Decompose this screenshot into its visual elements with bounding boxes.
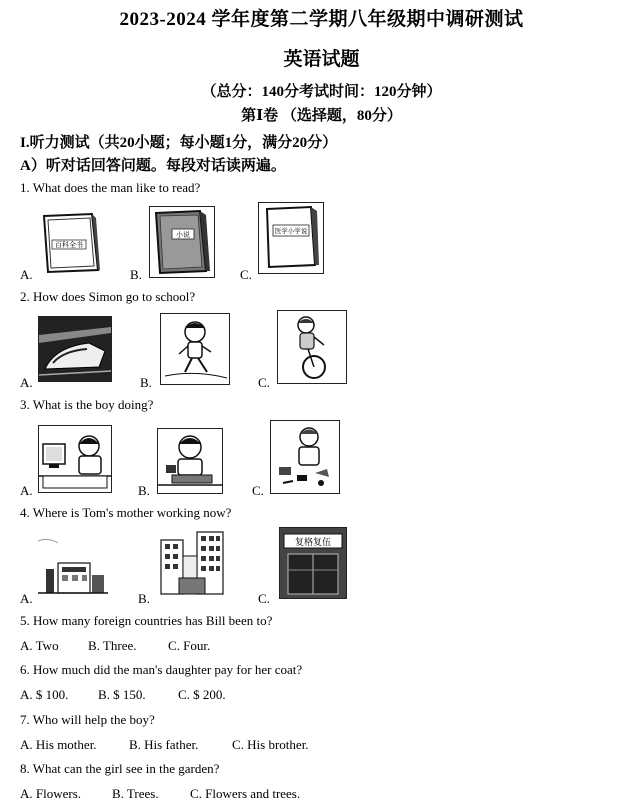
q1-option-a-label: A. [20,267,33,282]
q6-option-c: C. $ 200. [178,687,226,702]
factory-building-icon [38,535,108,597]
question-7: 7. Who will help the boy? [20,712,155,727]
q4-option-a-label: A. [20,591,33,606]
question-8: 8. What can the girl see in the garden? [20,761,220,776]
q6-option-a: A. $ 100. [20,687,69,702]
q3-option-a-label: A. [20,483,33,498]
q2-option-a-label: A. [20,375,33,390]
question-1: 1. What does the man like to read? [20,180,201,195]
train-icon [38,316,112,382]
q8-option-b: B. Trees. [112,786,159,801]
exam-info: （总分：140分考试时间：120分钟） [201,84,442,100]
q6-option-b: B. $ 150. [98,687,146,702]
q3-option-c-label: C. [252,483,264,498]
volume-heading: 第Ⅰ卷 （选择题，80分） [241,108,402,124]
q7-option-a: A. His mother. [20,737,97,752]
boy-playing-toys-icon [270,420,340,494]
q7-option-c: C. His brother. [232,737,309,752]
medical-textbook-icon [258,202,324,274]
question-6: 6. How much did the man's daughter pay for her coat? [20,662,303,677]
exam-subtitle: 英语试题 [283,49,360,70]
novel-book-icon [149,206,215,278]
boy-at-computer-icon [38,425,112,493]
q5-option-b: B. Three. [88,638,137,653]
book-caption: 小说 [176,231,190,239]
q5-option-a: A. Two [20,638,59,653]
question-4: 4. Where is Tom's mother working now? [20,505,232,520]
q7-option-b: B. His father. [129,737,199,752]
q4-option-c-label: C. [258,591,270,606]
section-heading: I.听力测试（共20小题；每小题1分，满分20分） [20,135,338,151]
q8-option-c: C. Flowers and trees. [190,786,301,801]
q8-option-a: A. Flowers. [20,786,82,801]
cycling-boy-icon [277,310,347,384]
encyclopedia-book-icon [38,212,102,274]
shop-sign: 复格复伍 [294,538,332,548]
part-a-heading: A）听对话回答问题。每段对话读两遍。 [20,158,286,174]
q4-option-b-label: B. [138,591,150,606]
exam-title: 2023-2024 学年度第二学期八年级期中调研测试 [119,9,524,30]
question-3: 3. What is the boy doing? [20,397,154,412]
q3-option-b-label: B. [138,483,150,498]
book-caption: 百科全书 [55,241,83,249]
q2-option-c-label: C. [258,375,270,390]
hospital-building-icon [157,526,227,598]
shop-front-icon [279,527,347,599]
q1-option-c-label: C. [240,267,252,282]
q5-option-c: C. Four. [168,638,211,653]
book-caption: 医学小学说 [274,227,308,235]
q1-option-b-label: B. [130,267,142,282]
question-2: 2. How does Simon go to school? [20,289,196,304]
question-5: 5. How many foreign countries has Bill been to? [20,613,273,628]
walking-boy-icon [160,313,230,385]
q2-option-b-label: B. [140,375,152,390]
boy-at-desk-icon [157,428,223,494]
